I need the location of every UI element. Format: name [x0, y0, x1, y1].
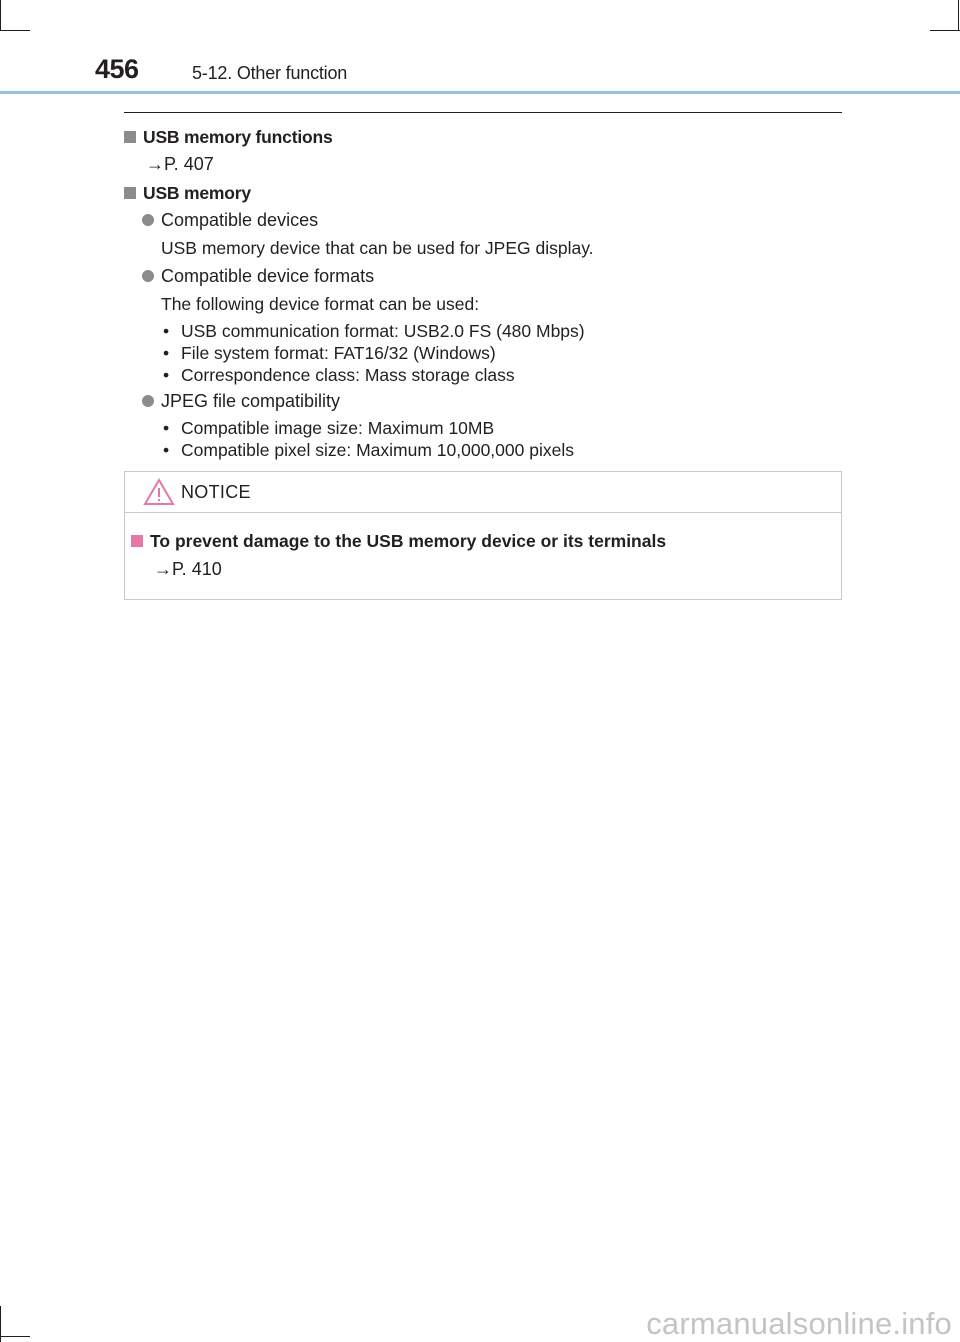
list-item [161, 364, 842, 386]
heading-text: USB memory functions [143, 126, 333, 147]
heading-text: USB memory [143, 182, 251, 203]
content-top-rule [124, 112, 842, 113]
notice-header [125, 472, 841, 513]
square-bullet-icon [124, 131, 136, 143]
crop-mark [0, 30, 30, 31]
list-item-text: USB communication format: USB2.0 FS (480 Mbps) [181, 321, 585, 341]
page-reference-link[interactable]: →P. 410 [154, 559, 222, 579]
bullet-title: JPEG file compatibility [161, 390, 341, 411]
circle-bullet-icon [142, 270, 154, 282]
warning-triangle-icon [143, 478, 175, 506]
notice-heading-text: To prevent damage to the USB memory device or its terminals [150, 530, 667, 551]
list-item-text: Compatible pixel size: Maximum 10,000,000 pixels [181, 440, 574, 460]
crop-mark [0, 0, 1, 30]
section-title: 5-12. Other function [192, 63, 348, 83]
section-heading [124, 124, 842, 150]
bullet-title: Compatible device formats [161, 265, 375, 286]
page-reference-link[interactable]: →P. 407 [146, 154, 214, 174]
sub-list [124, 320, 842, 386]
circle-bullet-icon [142, 395, 154, 407]
bullet-text: USB memory device that can be used for JPEG display. [161, 238, 594, 258]
bullet-title: Compatible devices [161, 209, 319, 230]
bullet-item [124, 262, 842, 290]
list-item [161, 439, 842, 461]
dot-marker-icon: • [163, 343, 170, 363]
list-item [161, 417, 842, 439]
bullet-text: The following device format can be used: [161, 294, 480, 314]
header-rule [0, 91, 960, 94]
square-bullet-icon [124, 187, 136, 199]
dot-marker-icon: • [163, 440, 170, 460]
list-item-text: Correspondence class: Mass storage class [181, 365, 515, 385]
dot-marker-icon: • [163, 418, 170, 438]
crop-mark [958, 0, 959, 30]
notice-title: NOTICE [181, 481, 251, 502]
bullet-item [124, 387, 842, 415]
page-header [0, 52, 960, 96]
main-content [124, 124, 842, 461]
watermark-text: carmanualsonline.info [646, 1306, 952, 1341]
circle-bullet-icon [142, 214, 154, 226]
list-item-text: File system format: FAT16/32 (Windows) [181, 343, 496, 363]
list-item-text: Compatible image size: Maximum 10MB [181, 418, 495, 438]
bullet-item [124, 206, 842, 234]
page-number: 456 [95, 54, 139, 84]
section-heading [124, 180, 842, 206]
notice-box [124, 471, 842, 600]
crop-mark [0, 1336, 30, 1337]
list-item [161, 342, 842, 364]
notice-heading [131, 527, 841, 555]
dot-marker-icon: • [163, 365, 170, 385]
crop-mark [930, 30, 960, 31]
sub-list [124, 417, 842, 461]
list-item [161, 320, 842, 342]
dot-marker-icon: • [163, 321, 170, 341]
notice-body [125, 513, 841, 583]
square-bullet-icon [131, 535, 143, 547]
